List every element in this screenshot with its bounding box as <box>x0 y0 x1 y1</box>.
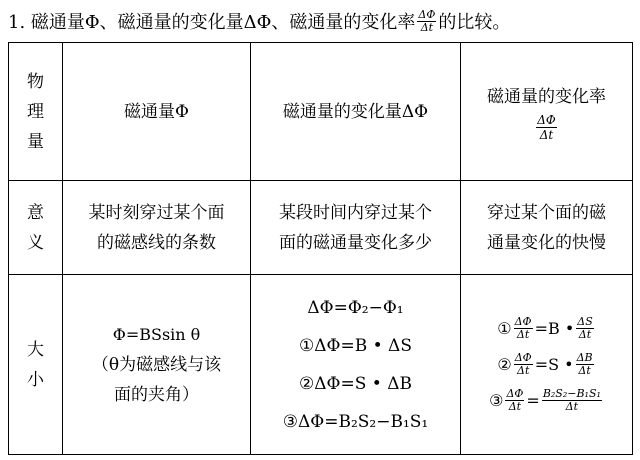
cell-line: （θ为磁感线与该 <box>91 354 222 375</box>
cell-line: 某段时间内穿过某个 <box>279 202 432 223</box>
fraction-denominator: Δt <box>565 400 579 413</box>
cell-line: 的磁感线的条数 <box>97 232 216 253</box>
header-flux-change: 磁通量的变化量ΔΦ <box>251 43 461 181</box>
row-label-char: 义 <box>27 232 44 253</box>
document-heading <box>8 4 510 38</box>
table-header-row <box>9 43 633 181</box>
rate-formula-1 <box>465 314 628 344</box>
size-flux-change <box>251 275 461 455</box>
row-label-size <box>9 275 63 455</box>
formula-operator: =S • <box>534 354 574 374</box>
heading-prefix: 1. 磁通量Φ、磁通量的变化量ΔΦ、磁通量的变化率 <box>8 12 416 33</box>
fraction-numerator: ΔB <box>576 351 593 364</box>
cell-line: 面的夹角） <box>114 384 199 405</box>
fraction-denominator: Δt <box>517 364 530 377</box>
fraction-denominator: Δt <box>578 364 591 377</box>
heading-fraction-denominator: Δt <box>420 20 434 34</box>
cell-line: 通量变化的快慢 <box>487 232 606 253</box>
flux-change-main-formula: ΔΦ=Φ₂−Φ₁ <box>307 297 404 318</box>
row-label-char: 小 <box>27 369 44 390</box>
fraction-numerator: ΔS <box>577 315 593 328</box>
rate-fraction <box>514 352 533 377</box>
row-label-char: 大 <box>27 339 44 360</box>
flux-change-formula-3: ③ΔΦ=B₂S₂−B₁S₁ <box>282 411 429 432</box>
table-row-meaning <box>9 181 633 275</box>
flux-change-formula-1: ①ΔΦ=B • ΔS <box>299 335 412 356</box>
meaning-flux-rate <box>461 181 633 275</box>
rate-fraction <box>542 388 602 413</box>
rate-fraction <box>576 352 594 377</box>
fraction-numerator: ΔΦ <box>537 112 556 127</box>
heading-fraction-numerator: ΔΦ <box>418 7 436 21</box>
circled-number: ③ <box>489 390 504 410</box>
fraction-numerator: ΔΦ <box>514 351 532 364</box>
header-physical-quantity <box>9 43 63 181</box>
header-char: 理 <box>27 101 44 122</box>
flux-change-formula-2: ②ΔΦ=S • ΔB <box>299 373 412 394</box>
fraction-denominator: Δt <box>578 328 592 341</box>
fraction-numerator: B₂S₂−B₁S₁ <box>542 387 601 400</box>
rate-fraction <box>505 388 524 413</box>
row-label-char: 意 <box>27 202 44 223</box>
meaning-flux <box>63 181 251 275</box>
rate-fraction <box>576 316 593 341</box>
rate-formula-3 <box>465 386 628 416</box>
fraction-denominator: Δt <box>516 328 530 341</box>
meaning-flux-change <box>251 181 461 275</box>
header-char: 物 <box>27 71 44 92</box>
table-row-size <box>9 275 633 455</box>
header-flux: 磁通量Φ <box>63 43 251 181</box>
heading-fraction <box>417 9 436 34</box>
header-char: 量 <box>27 131 44 152</box>
fraction-numerator: ΔΦ <box>506 387 524 400</box>
size-flux <box>63 275 251 455</box>
fraction-numerator: ΔΦ <box>514 315 532 328</box>
flux-formula: Φ=BSsin θ <box>112 324 201 344</box>
row-label-meaning <box>9 181 63 275</box>
cell-line: 面的磁通量变化多少 <box>279 232 432 253</box>
rate-formula-2 <box>465 350 628 380</box>
circled-number: ① <box>497 318 512 338</box>
size-flux-rate <box>461 275 633 455</box>
heading-suffix: 的比较。 <box>438 12 511 33</box>
cell-line: 某时刻穿过某个面 <box>88 202 225 223</box>
comparison-table <box>8 42 633 455</box>
formula-operator: =B • <box>534 318 575 338</box>
header-flux-rate <box>461 43 633 181</box>
header-flux-rate-label: 磁通量的变化率 <box>487 86 606 107</box>
rate-fraction <box>514 316 533 341</box>
formula-operator: = <box>526 390 540 410</box>
circled-number: ② <box>497 354 512 374</box>
cell-line: 穿过某个面的磁 <box>487 202 606 223</box>
fraction-denominator: Δt <box>508 400 522 413</box>
fraction-denominator: Δt <box>539 127 554 142</box>
header-rate-fraction <box>536 113 557 142</box>
